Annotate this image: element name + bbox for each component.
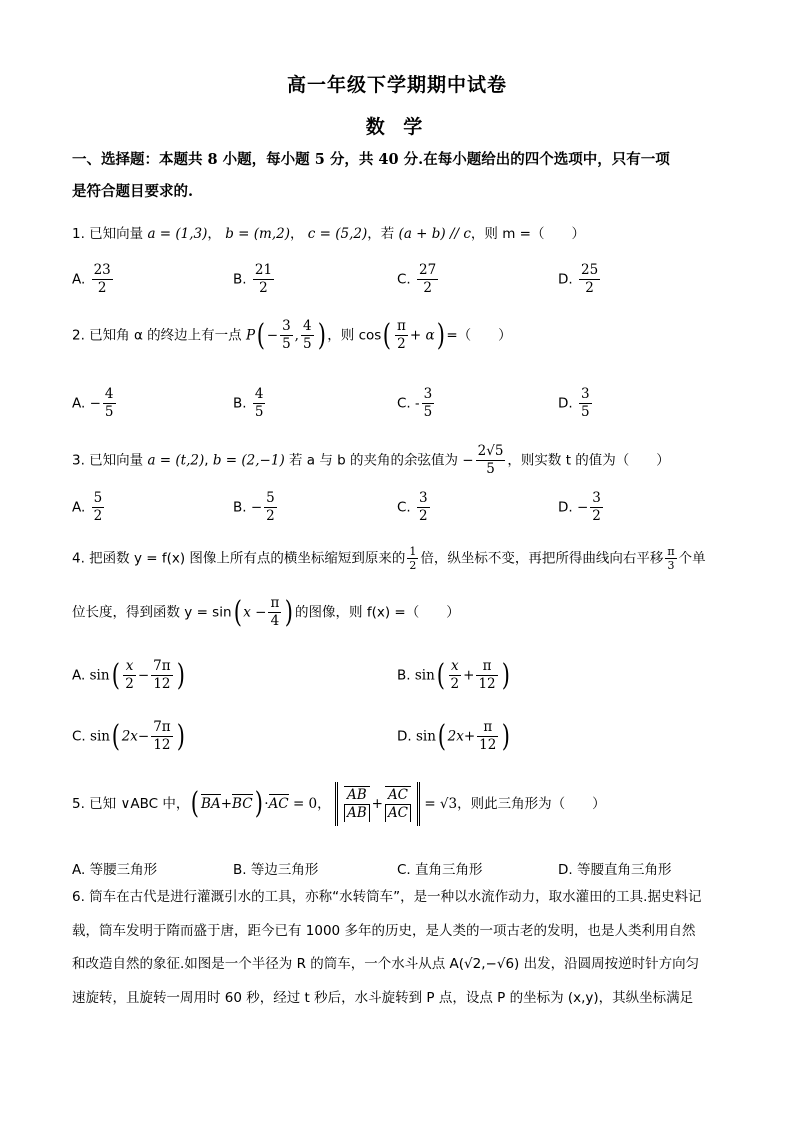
q1-cond-pre: ，若 [367,226,395,242]
q4-option-b[interactable]: B. sin( $\frac{x}{2}$ + $\frac{\pi}{12}$ ) [397,657,510,693]
q5-option-b[interactable]: B. 等边三角形 [233,862,319,878]
question-6 [72,881,722,1015]
q1-option-b[interactable]: B. $\frac{21}{2}$ [233,262,273,296]
section-heading-line1: 一、选择题：本题共 8 小题，每小题 5 分，共 40 分.在每小题给出的四个选项中，只有一项 [72,151,670,168]
q3-option-d[interactable]: D. − $\frac{3}{2}$ [558,490,601,524]
subject-title: 数 学 [365,116,429,138]
q4-option-c[interactable]: C. sin( 2x− $\frac{7\pi}{12}$ ) [72,718,185,754]
section-heading-line2: 是符合题目要求的. [72,183,194,200]
q3-ask: ，则实数 t 的值为（ ） [507,452,670,469]
q3-mid: 若 a 与 b 的夹角的余弦值为 − [284,452,474,469]
q5-abs-expression: $\frac{AB}{AB}$ + $\frac{AC}{AC}$ [335,782,420,826]
q1-option-a[interactable]: A. $\frac{23}{2}$ [72,262,111,296]
q2-option-b[interactable]: B. $\frac{4}{5}$ [233,386,264,420]
q6-line4: 速旋转，且旋转一周用时 60 秒，经过 t 秒后，水斗旋转到 P 点，设点 P 的坐标为 (x,y)，其纵坐标满足 [72,989,694,1006]
q3-prefix: 3. 已知向量 [72,452,144,469]
q2-option-a[interactable]: A. − $\frac{4}{5}$ [72,386,114,420]
q6-line2: 载，筒车发明于隋而盛于唐，距今已有 1000 多年的历史，是人类的一项古老的发明，也是人类利用自然 [72,922,696,939]
question-4-line1: 4. 把函数 y = f(x) 图像上所有点的横坐标缩短到原来的 $\frac{1}{2}$ 倍，纵坐标不变，再把所得曲线向右平移 $\frac{\pi}{3}$ 个单 [72,545,706,572]
q3-vector-b: b = (2,−1) [212,452,285,469]
q1-prefix: 1. 已知向量 [72,226,144,242]
q2-point: P [245,327,256,344]
q3-vector-a: a = (t,2) [147,452,205,469]
exam-title: 高一年级下学期期中试卷 [286,74,507,96]
q4-option-d[interactable]: D. sin( 2x+ $\frac{\pi}{12}$ ) [397,718,511,754]
q6-line3: 和改造自然的象征.如图是一个半径为 R 的筒车，一个水斗从点 A(√2,−√6) 出发，沿圆周按逆时针方向匀 [72,956,700,972]
question-4-line2: 位长度，得到函数 y = sin( x − $\frac{\pi}{4}$ ) 的图像，则 f(x) =（ ） [72,594,460,630]
q5-option-d[interactable]: D. 等腰直角三角形 [558,862,672,878]
q3-option-c[interactable]: C. $\frac{3}{2}$ [397,490,428,524]
q2-mid: ，则 cos [327,327,382,344]
question-2: 2. 已知角 α 的终边上有一点 P( − $\frac{3}{5}$ , $\frac{4}{5}$ ) ，则 cos( $\frac{\pi}{2}$ + α) =（ ） [72,317,512,353]
q2-ask: =（ ） [446,327,512,344]
q2-option-c[interactable]: C. - $\frac{3}{5}$ [397,386,433,420]
q4-option-a[interactable]: A. sin( $\frac{x}{2}$ − $\frac{7\pi}{12}$ ) [72,657,185,693]
q3-option-a[interactable]: A. $\frac{5}{2}$ [72,490,103,524]
q1-vector-c: c = (5,2) [307,226,368,242]
q1-ask: ，则 m =（ ） [470,226,585,242]
q1-vector-b: b = (m,2) [225,226,290,242]
q1-vector-a: a = (1,3) [147,226,208,242]
q6-line1: 6. 筒车在古代是进行灌溉引水的工具，亦称“水转筒车”，是一种以水流作动力，取水灌田的工具.据史料记 [72,889,702,905]
q5-option-a[interactable]: A. 等腰三角形 [72,862,158,878]
q3-cos-value: $\frac{2√5}{5}$ [477,443,504,477]
question-5: 5. 已知 ∨ABC 中，( BA+BC) ·AC = 0， $\frac{AB}{AB}$ + $\frac{AC}{AC}$ = √3，则此三角形为（ ） [72,782,732,826]
q3-option-b[interactable]: B. − $\frac{5}{2}$ [233,490,275,524]
q2-prefix: 2. 已知角 α 的终边上有一点 [72,327,242,344]
question-3: 3. 已知向量 a = (t,2), b = (2,−1) 若 a 与 b 的夹角的余弦值为 − $\frac{2√5}{5}$ ，则实数 t 的值为（ ） [72,443,670,477]
section-heading [72,144,732,208]
q2-option-d[interactable]: D. $\frac{3}{5}$ [558,386,590,420]
question-1: 1. 已知向量 a = (1,3)， b = (m,2)， c = (5,2)，若 (a + b) // c，则 m =（ ） [72,226,585,242]
q5-option-c[interactable]: C. 直角三角形 [397,862,483,878]
q1-condition: (a + b) // c [398,226,471,242]
q1-option-d[interactable]: D. $\frac{25}{2}$ [558,262,599,296]
q1-option-c[interactable]: C. $\frac{27}{2}$ [397,262,437,296]
